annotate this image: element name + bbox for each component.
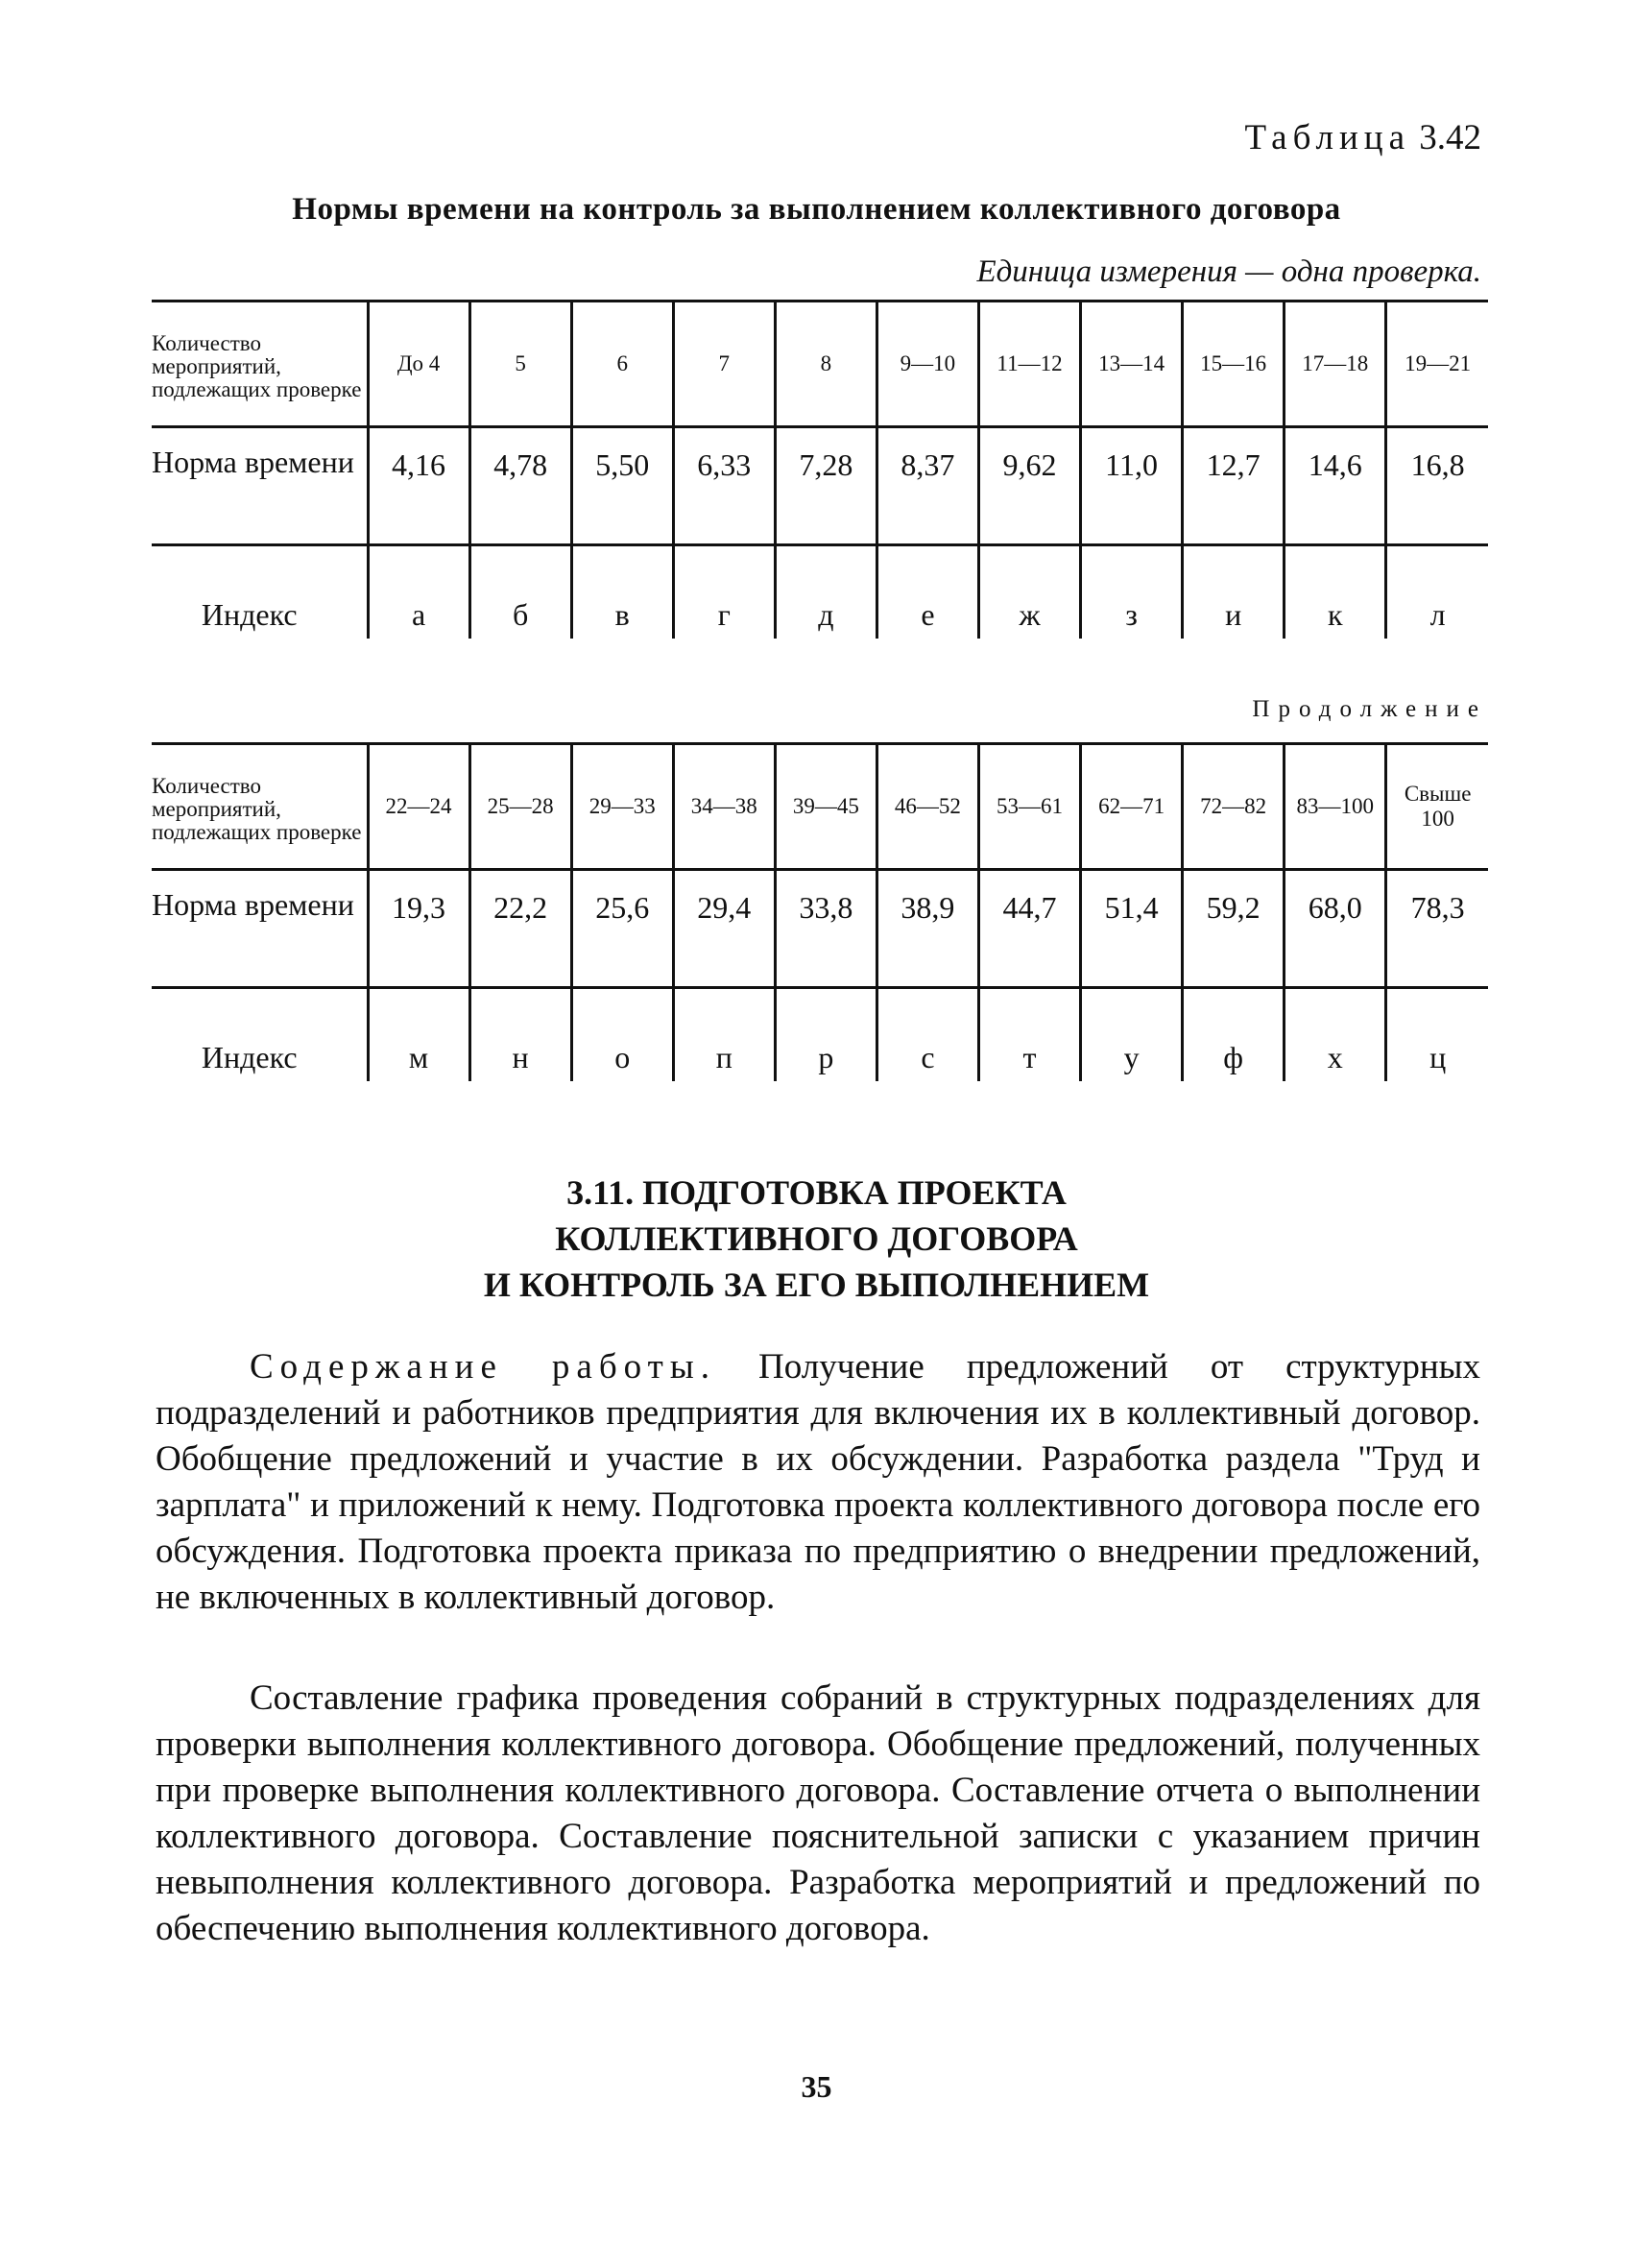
section-title-line3: И КОНТРОЛЬ ЗА ЕГО ВЫПОЛНЕНИЕМ (483, 1266, 1150, 1304)
norms-table-2 (152, 742, 1488, 1081)
table1-index-cell: л (1386, 545, 1488, 639)
table-label (1245, 117, 1482, 158)
table2-norms-row (152, 870, 1488, 988)
table2-index-cell: х (1285, 988, 1386, 1082)
table1-index-row (152, 545, 1488, 639)
table1-index-cell: ж (978, 545, 1080, 639)
table2-norm-cell: 25,6 (571, 870, 673, 988)
table-title: Нормы времени на контроль за выполнением коллективного договора (292, 192, 1341, 227)
table2-count-cell: 72—82 (1183, 744, 1285, 870)
table1-count-cell: 15—16 (1183, 302, 1285, 427)
table2-count-cell: 25—28 (469, 744, 571, 870)
table-label-number: 3.42 (1419, 118, 1481, 157)
table1-index-cell: в (571, 545, 673, 639)
table2-index-cell: р (775, 988, 877, 1082)
continuation-label: Продолжение (1252, 696, 1487, 722)
table1-index-cell: д (775, 545, 877, 639)
section-title-line1: 3.11. ПОДГОТОВКА ПРОЕКТА (566, 1173, 1067, 1212)
table1-count-cell: 9—10 (877, 302, 978, 427)
table2-norm-cell: 68,0 (1285, 870, 1386, 988)
table1-count-cell: 5 (469, 302, 571, 427)
table1-count-cell: 11—12 (978, 302, 1080, 427)
table1-norm-cell: 7,28 (775, 427, 877, 545)
row-header-index: Индекс (152, 545, 368, 639)
row-header-norm (152, 427, 368, 545)
table1-count-cell: 6 (571, 302, 673, 427)
table-label-word: Таблица (1244, 118, 1410, 157)
table1-index-cell: а (368, 545, 469, 639)
table2-index-cell: с (877, 988, 978, 1082)
table1-index-cell: г (673, 545, 775, 639)
table1-index-cell: к (1285, 545, 1386, 639)
table2-index-cell: н (469, 988, 571, 1082)
row-header-norm-text: Норма времени (152, 887, 354, 922)
table1-count-cell: До 4 (368, 302, 469, 427)
table2-count-cell: 29—33 (571, 744, 673, 870)
table2-count-cell: 34—38 (673, 744, 775, 870)
table1-counts-row (152, 302, 1488, 427)
table2-count-cell: Свыше 100 (1386, 744, 1488, 870)
table2-index-cell: м (368, 988, 469, 1082)
table1-norm-cell: 5,50 (571, 427, 673, 545)
table1-norm-cell: 12,7 (1183, 427, 1285, 545)
table1-index-cell: и (1183, 545, 1285, 639)
paragraph-1 (156, 1344, 1480, 1621)
paragraph-1-lead: Содержание работы. (250, 1347, 716, 1387)
table1-count-cell: 8 (775, 302, 877, 427)
row-header-norm-text: Норма времени (152, 445, 354, 479)
unit-note: Единица измерения — одна проверка. (976, 254, 1481, 289)
table2-norm-cell: 22,2 (469, 870, 571, 988)
row-header-norm (152, 870, 368, 988)
table2-norm-cell: 78,3 (1386, 870, 1488, 988)
table2-norm-cell: 29,4 (673, 870, 775, 988)
table2-norm-cell: 33,8 (775, 870, 877, 988)
table2-count-cell: 46—52 (877, 744, 978, 870)
row-header-count-text: Количество мероприятий, подлежащих проверке (152, 331, 362, 401)
paragraph-1-text: Получение предложений от структурных подразделений и работников предприятия для включения их в коллективный договор. Обобщение предложений и участие в их обсуждении. Разработка раздела "Труд и зарплата" и приложений к нему. Подготовка проекта коллективного договора после его обсуждения. Подготовка проекта приказа по предприятию о внедрении предложений, не включенных в коллективный договор. (156, 1347, 1481, 1617)
table2-index-cell: ц (1386, 988, 1488, 1082)
table1-index-cell: з (1081, 545, 1183, 639)
table2-count-cell: 53—61 (978, 744, 1080, 870)
table2-index-cell: у (1081, 988, 1183, 1082)
table1-norm-cell: 8,37 (877, 427, 978, 545)
section-title (0, 1170, 1633, 1308)
table1-norm-cell: 11,0 (1081, 427, 1183, 545)
table2-count-cell: 22—24 (368, 744, 469, 870)
norms-table-1 (152, 300, 1488, 639)
row-header-index: Индекс (152, 988, 368, 1082)
table1-index-cell: е (877, 545, 978, 639)
paragraph-2: Составление графика проведения собраний в структурных подразделениях для проверки выполнения коллективного договора. Обобщение предложений, полученных при проверке выполнения коллективного договора. Составление отчета о выполнении коллективного договора. Составление пояснительной записки с указанием причин невыполнения коллективного договора. Разработка мероприятий и предложений по обеспечению выполнения коллективного договора. (156, 1678, 1480, 1948)
table2-index-row (152, 988, 1488, 1082)
table2-count-cell: 83—100 (1285, 744, 1386, 870)
table1-norm-cell: 4,16 (368, 427, 469, 545)
table2-norm-cell: 51,4 (1081, 870, 1183, 988)
row-header-count (152, 744, 368, 870)
table2-count-cell: 39—45 (775, 744, 877, 870)
row-header-count-text: Количество мероприятий, подлежащих проверке (152, 774, 362, 844)
section-title-line2: КОЛЛЕКТИВНОГО ДОГОВОРА (555, 1219, 1078, 1258)
table1-norms-row (152, 427, 1488, 545)
table2-index-cell: о (571, 988, 673, 1082)
table2-index-cell: т (978, 988, 1080, 1082)
table2-index-cell: ф (1183, 988, 1285, 1082)
table1-count-cell: 7 (673, 302, 775, 427)
table1-count-cell: 17—18 (1285, 302, 1386, 427)
table1-norm-cell: 4,78 (469, 427, 571, 545)
page-number: 35 (801, 2069, 832, 2104)
table2-norm-cell: 38,9 (877, 870, 978, 988)
table2-index-cell: п (673, 988, 775, 1082)
row-header-count (152, 302, 368, 427)
table2-norm-cell: 19,3 (368, 870, 469, 988)
table1-norm-cell: 14,6 (1285, 427, 1386, 545)
table1-count-cell: 19—21 (1386, 302, 1488, 427)
table2-norm-cell: 44,7 (978, 870, 1080, 988)
table2-count-cell: 62—71 (1081, 744, 1183, 870)
table2-counts-row (152, 744, 1488, 870)
table2-norm-cell: 59,2 (1183, 870, 1285, 988)
table1-norm-cell: 9,62 (978, 427, 1080, 545)
table1-norm-cell: 16,8 (1386, 427, 1488, 545)
table1-index-cell: б (469, 545, 571, 639)
table1-count-cell: 13—14 (1081, 302, 1183, 427)
table1-norm-cell: 6,33 (673, 427, 775, 545)
